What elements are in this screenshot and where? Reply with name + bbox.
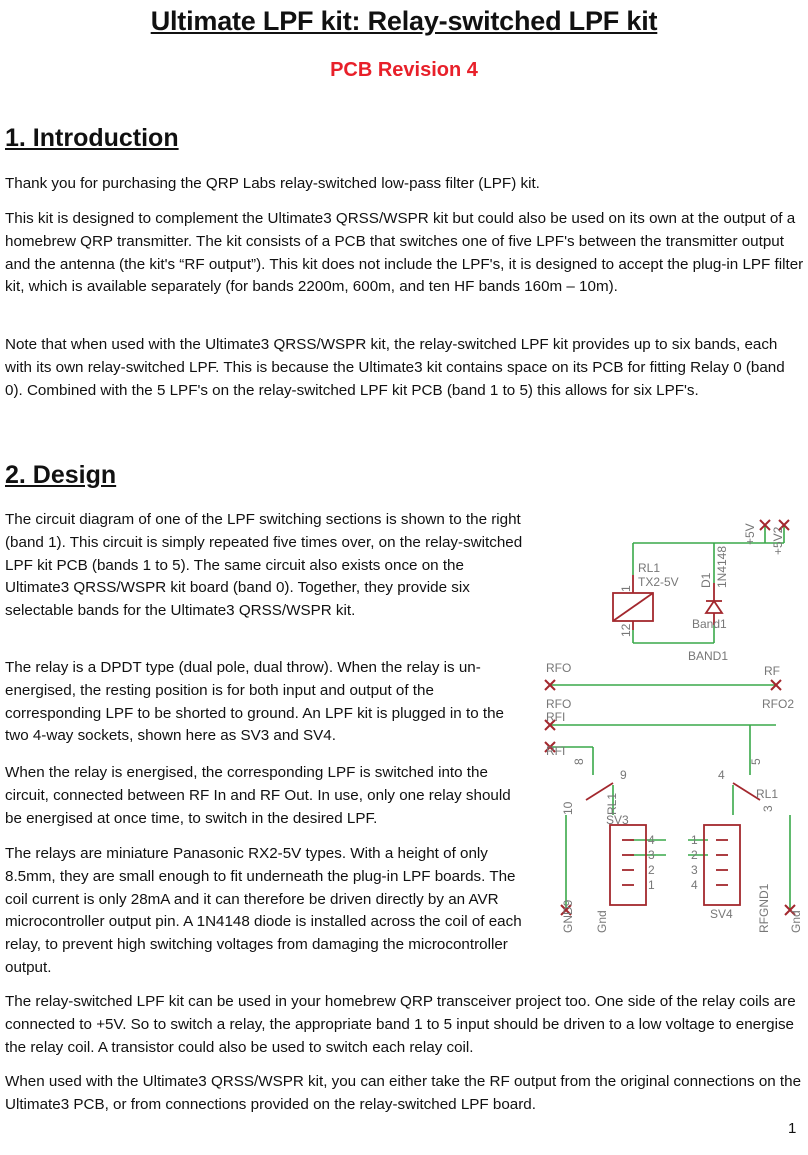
label-sv3-pin-c: 2 [648, 863, 655, 877]
design-paragraph-5: The relay-switched LPF kit can be used in your homebrew QRP transceiver project too. One side of the relay coils are connected to +5V. So to switch a relay, the appropriate band 1 to 5 input should be driven to a low voltage to energise the relay coil. A transistor could also be used to switch each relay coil. [5, 993, 796, 1056]
label-rfo-b: RFO [546, 697, 572, 711]
design-paragraph-2: The relay is a DPDT type (dual pole, dual throw). When the relay is un-energised, the resting position is for both input and output of the corresponding LPF to be shorted to ground. An LPF kit is plugged in to the two 4-way sockets, shown here as SV3 and SV4. [5, 659, 504, 745]
diode-d1-symbol [706, 601, 722, 613]
design-paragraph-6: When used with the Ultimate3 QRSS/WSPR kit, you can either take the RF output from the original connections on the Ultimate3 PCB, or from connections provided on the relay-switched LPF board. [5, 1073, 802, 1113]
design-heading: 2. Design [5, 461, 117, 489]
label-sv3-pin-a: 4 [648, 833, 655, 847]
label-pin8: 8 [572, 758, 586, 765]
label-rfo2: RFO2 [762, 697, 795, 711]
design-paragraph-3: When the relay is energised, the corresponding LPF is switched into the circuit, connected between RF In and RF Out. In use, only one relay should be energised at once time, to switch in the desired LPF. [5, 764, 511, 827]
design-paragraph-4: The relays are miniature Panasonic RX2-5V types. With a height of only 8.5mm, they are small enough to fit underneath the plug-in LPF boards. The coil current is only 28mA and it can therefore be driven directly by an AVR microcontroller output pin. A 1N4148 diode is installed across the coil of each relay, to prevent high switching voltages from damaging the microcontroller output. [5, 845, 522, 976]
label-sv4-pin-a: 1 [691, 833, 698, 847]
label-sv4-pin-c: 3 [691, 863, 698, 877]
socket-sv4 [704, 825, 740, 905]
label-rfgnd1: RFGND1 [757, 883, 771, 933]
label-sv3-pin-d: 1 [648, 878, 655, 892]
label-plus5v: +5V [743, 523, 757, 545]
label-gnd-right: Gnd [789, 910, 803, 933]
label-pin5: 5 [749, 758, 763, 765]
label-gnd9: GND9 [561, 899, 575, 933]
pcb-revision-subtitle: PCB Revision 4 [330, 59, 478, 81]
label-relay-type: TX2-5V [638, 575, 679, 589]
label-sv3-pin-b: 3 [648, 848, 655, 862]
label-pin10: 10 [561, 801, 575, 815]
label-rfo: RFO [546, 661, 572, 675]
label-rfi: RFI [546, 710, 566, 724]
intro-paragraph-1: Thank you for purchasing the QRP Labs relay-switched low-pass filter (LPF) kit. [5, 175, 540, 192]
label-d1: D1 [699, 572, 713, 588]
label-pin9: 9 [620, 768, 627, 782]
label-sv4: SV4 [710, 907, 733, 921]
schematic-components [586, 575, 760, 905]
label-sv4-pin-d: 4 [691, 878, 698, 892]
label-plus5v2: +5V2 [771, 526, 785, 555]
label-sv3: SV3 [606, 813, 629, 827]
label-rf: RF [764, 664, 780, 678]
label-rl1-left: RL1 [605, 792, 619, 815]
intro-paragraph-3: Note that when used with the Ultimate3 QRSS/WSPR kit, the relay-switched LPF kit provides up to six bands, each with its own relay-switched LPF. This is because the Ultimate3 kit contains space on its PCB for fitting Relay 0 (band 0). Combined with the 5 LPF's on the relay-switched LPF kit PCB (band 1 to 5) this allows for six LPF's. [5, 336, 785, 399]
label-rfi-b: RFI [546, 744, 566, 758]
label-rl1-right: RL1 [756, 787, 779, 801]
label-band1-part: Band1 [692, 617, 727, 631]
socket-sv3 [610, 825, 646, 905]
label-band1-net: BAND1 [688, 649, 729, 663]
label-1n4148: 1N4148 [715, 545, 729, 588]
label-sv4-pin-b: 2 [691, 848, 698, 862]
relay-switch-schematic [538, 515, 806, 935]
label-pin1: 1 [619, 585, 633, 592]
page-number: 1 [788, 1120, 797, 1137]
introduction-heading: 1. Introduction [5, 124, 179, 152]
design-paragraph-1: The circuit diagram of one of the LPF switching sections is shown to the right (band 1). This circuit is simply repeated five times over, on the relay-switched LPF kit PCB (bands 1 to 5). The same circuit also exists once on the Ultimate3 QRSS/WSPR kit board (band 0). Together, they provide six selectable bands for the Ultimate3 QRSS/WSPR kit. [5, 511, 523, 620]
label-gnd-left: Gnd [595, 910, 609, 933]
label-pin4: 4 [718, 768, 725, 782]
document-title: Ultimate LPF kit: Relay-switched LPF kit [150, 6, 658, 36]
intro-paragraph-2: This kit is designed to complement the Ultimate3 QRSS/WSPR kit but could also be used on its own at the output of a homebrew QRP transmitter. The kit consists of a PCB that switches one of five LPF's between the transmitter output and the antenna (the kit's “RF output”). This kit does not include the LPF's, it is designed to accept the plug-in LPF filter kit, which is available separately (for bands 2200m, 600m, and ten HF bands 160m – 10m). [5, 210, 804, 296]
label-pin3: 3 [761, 805, 775, 812]
label-rl1: RL1 [638, 561, 661, 575]
label-pin12: 12 [619, 623, 633, 637]
